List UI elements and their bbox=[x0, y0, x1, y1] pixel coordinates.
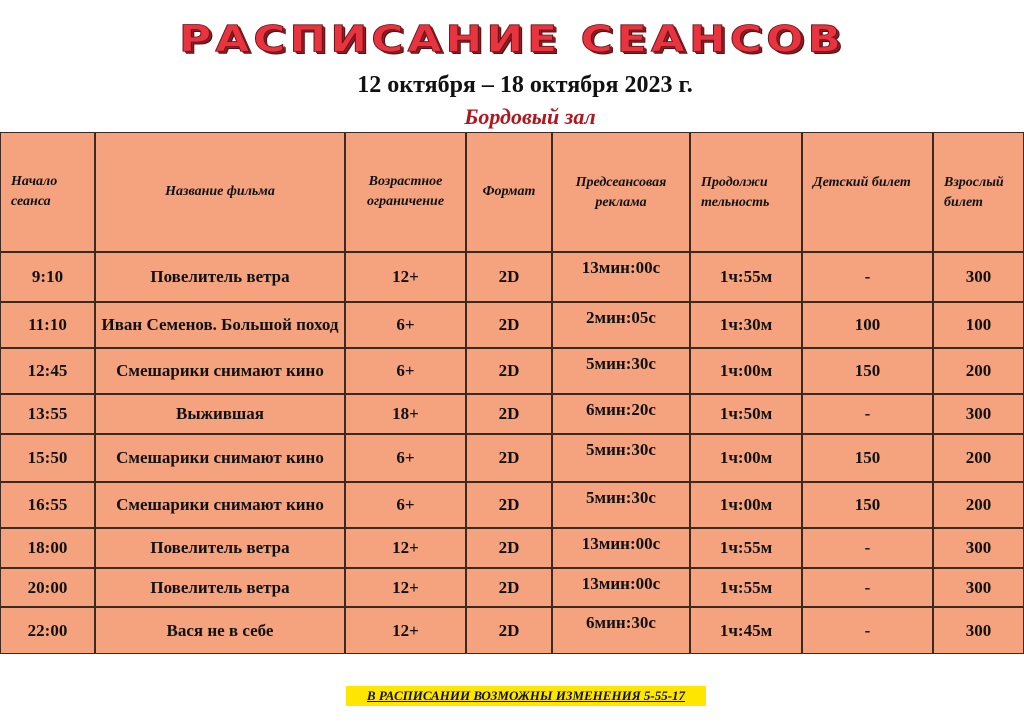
table-cell-age-rating: 12+ bbox=[345, 528, 466, 568]
table-cell-format: 2D bbox=[466, 434, 552, 482]
table-cell-age-rating: 6+ bbox=[345, 482, 466, 528]
table-cell-session-start: 18:00 bbox=[0, 528, 95, 568]
date-range: 12 октября – 18 октября 2023 г. bbox=[357, 72, 693, 98]
table-cell-age-rating: 12+ bbox=[345, 568, 466, 607]
table-cell-session-start: 22:00 bbox=[0, 607, 95, 654]
table-cell-adult-ticket: 100 bbox=[933, 302, 1024, 348]
table-cell-format: 2D bbox=[466, 394, 552, 434]
table-cell-adult-ticket: 300 bbox=[933, 568, 1024, 607]
table-cell-child-ticket: 100 bbox=[802, 302, 933, 348]
column-header-child-ticket: Детский билет bbox=[802, 132, 933, 252]
table-cell-adult-ticket: 200 bbox=[933, 482, 1024, 528]
column-header-adult-ticket: Взрослый билет bbox=[933, 132, 1024, 252]
column-header-age-rating: Возрастное ограничение bbox=[345, 132, 466, 252]
table-cell-child-ticket: - bbox=[802, 394, 933, 434]
table-cell-session-start: 16:55 bbox=[0, 482, 95, 528]
table-cell-pre-show-ads: 13мин:00с bbox=[552, 528, 690, 568]
table-cell-pre-show-ads: 5мин:30с bbox=[552, 348, 690, 394]
table-cell-pre-show-ads: 13мин:00с bbox=[552, 568, 690, 607]
table-cell-duration: 1ч:55м bbox=[690, 528, 802, 568]
table-cell-format: 2D bbox=[466, 482, 552, 528]
table-cell-adult-ticket: 300 bbox=[933, 607, 1024, 654]
table-cell-pre-show-ads: 13мин:00с bbox=[552, 252, 690, 302]
table-cell-film-title: Иван Семенов. Большой поход bbox=[95, 302, 345, 348]
page-title: РАСПИСАНИЕ СЕАНСОВ bbox=[178, 18, 846, 61]
table-cell-session-start: 12:45 bbox=[0, 348, 95, 394]
table-cell-pre-show-ads: 5мин:30с bbox=[552, 482, 690, 528]
table-cell-film-title: Повелитель ветра bbox=[95, 252, 345, 302]
table-cell-child-ticket: 150 bbox=[802, 482, 933, 528]
table-cell-age-rating: 18+ bbox=[345, 394, 466, 434]
table-cell-film-title: Повелитель ветра bbox=[95, 528, 345, 568]
table-cell-session-start: 9:10 bbox=[0, 252, 95, 302]
table-cell-format: 2D bbox=[466, 568, 552, 607]
table-cell-duration: 1ч:45м bbox=[690, 607, 802, 654]
column-header-pre-show-ads: Предсеансовая реклама bbox=[552, 132, 690, 252]
table-cell-age-rating: 6+ bbox=[345, 434, 466, 482]
table-cell-session-start: 15:50 bbox=[0, 434, 95, 482]
column-header-format: Формат bbox=[466, 132, 552, 252]
table-cell-age-rating: 12+ bbox=[345, 252, 466, 302]
table-cell-film-title: Повелитель ветра bbox=[95, 568, 345, 607]
column-header-duration: Продолжи тельность bbox=[690, 132, 802, 252]
table-cell-duration: 1ч:50м bbox=[690, 394, 802, 434]
table-cell-adult-ticket: 300 bbox=[933, 528, 1024, 568]
table-cell-child-ticket: 150 bbox=[802, 348, 933, 394]
table-cell-child-ticket: - bbox=[802, 568, 933, 607]
table-cell-format: 2D bbox=[466, 607, 552, 654]
table-cell-adult-ticket: 200 bbox=[933, 434, 1024, 482]
table-cell-film-title: Смешарики снимают кино bbox=[95, 482, 345, 528]
hall-name: Бордовый зал bbox=[464, 104, 596, 129]
table-cell-duration: 1ч:30м bbox=[690, 302, 802, 348]
table-cell-film-title: Смешарики снимают кино bbox=[95, 434, 345, 482]
table-cell-pre-show-ads: 2мин:05с bbox=[552, 302, 690, 348]
table-cell-session-start: 13:55 bbox=[0, 394, 95, 434]
table-cell-age-rating: 6+ bbox=[345, 348, 466, 394]
table-cell-format: 2D bbox=[466, 302, 552, 348]
table-cell-format: 2D bbox=[466, 528, 552, 568]
table-cell-format: 2D bbox=[466, 252, 552, 302]
table-cell-pre-show-ads: 6мин:20с bbox=[552, 394, 690, 434]
table-cell-film-title: Смешарики снимают кино bbox=[95, 348, 345, 394]
schedule-notice: В РАСПИСАНИИ ВОЗМОЖНЫ ИЗМЕНЕНИЯ 5-55-17 bbox=[346, 686, 706, 706]
table-cell-age-rating: 12+ bbox=[345, 607, 466, 654]
table-cell-duration: 1ч:00м bbox=[690, 348, 802, 394]
schedule-table bbox=[0, 132, 1024, 654]
table-cell-adult-ticket: 300 bbox=[933, 252, 1024, 302]
table-cell-pre-show-ads: 6мин:30с bbox=[552, 607, 690, 654]
table-cell-child-ticket: 150 bbox=[802, 434, 933, 482]
table-cell-session-start: 20:00 bbox=[0, 568, 95, 607]
table-cell-film-title: Выжившая bbox=[95, 394, 345, 434]
table-cell-duration: 1ч:00м bbox=[690, 434, 802, 482]
table-cell-adult-ticket: 200 bbox=[933, 348, 1024, 394]
table-cell-format: 2D bbox=[466, 348, 552, 394]
table-cell-child-ticket: - bbox=[802, 252, 933, 302]
table-cell-session-start: 11:10 bbox=[0, 302, 95, 348]
table-cell-pre-show-ads: 5мин:30с bbox=[552, 434, 690, 482]
table-cell-child-ticket: - bbox=[802, 607, 933, 654]
table-cell-age-rating: 6+ bbox=[345, 302, 466, 348]
table-cell-film-title: Вася не в себе bbox=[95, 607, 345, 654]
column-header-film-title: Название фильма bbox=[95, 132, 345, 252]
table-cell-child-ticket: - bbox=[802, 528, 933, 568]
table-cell-duration: 1ч:55м bbox=[690, 252, 802, 302]
table-cell-adult-ticket: 300 bbox=[933, 394, 1024, 434]
table-cell-duration: 1ч:00м bbox=[690, 482, 802, 528]
table-cell-duration: 1ч:55м bbox=[690, 568, 802, 607]
column-header-session-start: Начало сеанса bbox=[0, 132, 95, 252]
